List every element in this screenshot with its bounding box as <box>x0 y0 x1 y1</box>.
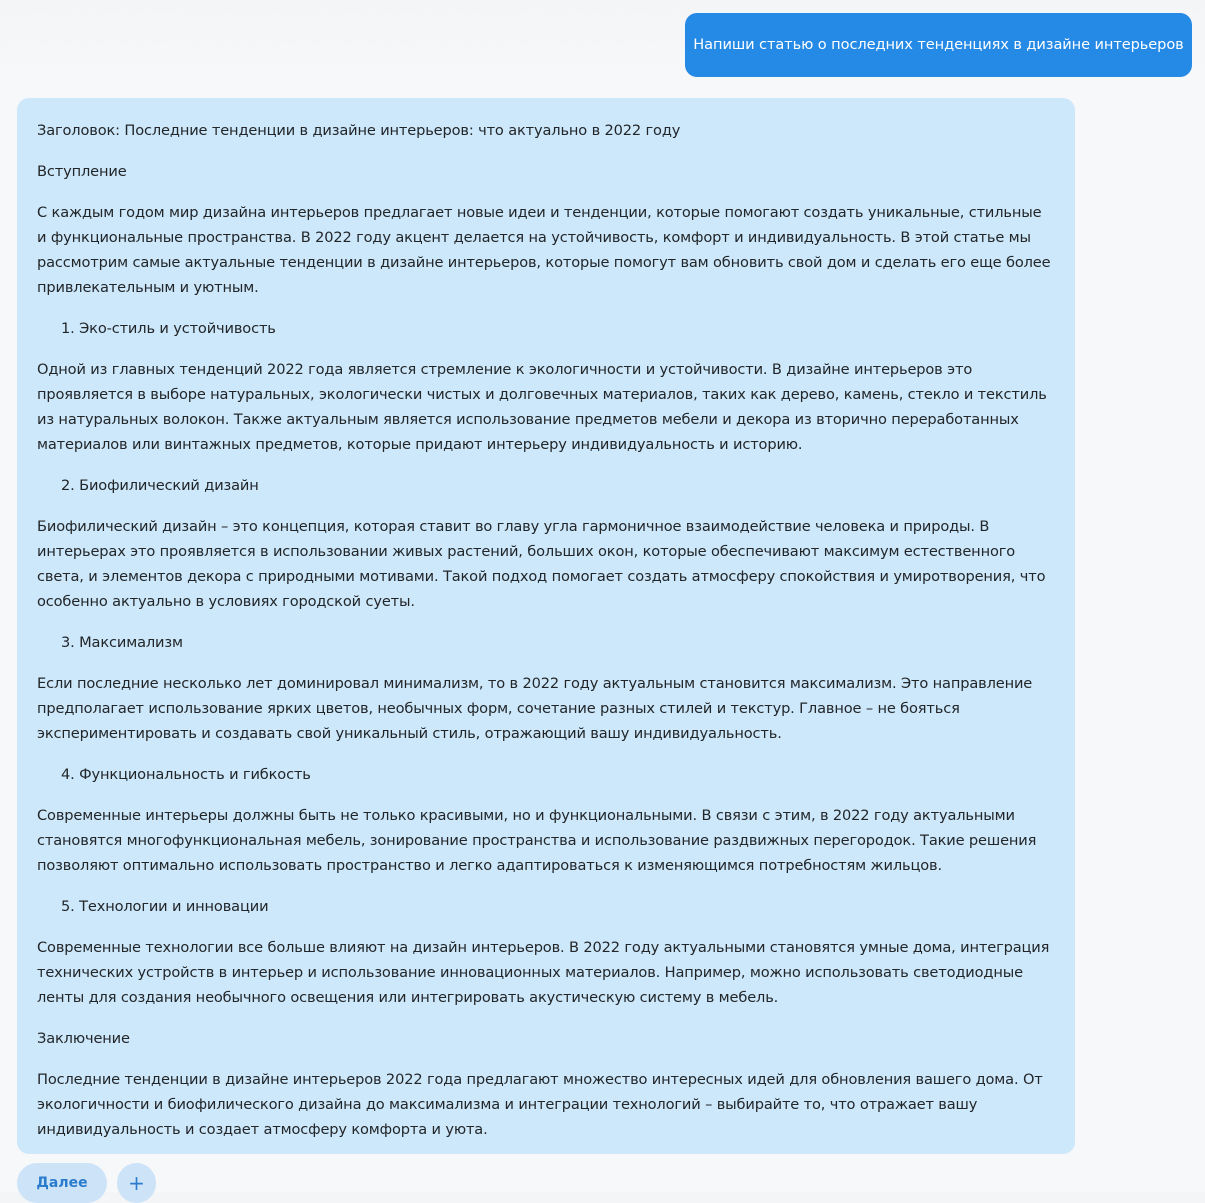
next-button-label: Далее <box>36 1175 88 1191</box>
section-heading: 5. Технологии и инновации <box>61 898 269 915</box>
conclusion-paragraph: Последние тенденции в дизайне интерьеров 2022 года предлагают множество интересных идей для обновления вашего дома. От экологичности и биофилического дизайна до максимализма и интеграции технологий – выбирайте то, что отражает вашу индивидуальность и создает атмосферу комфорта и уюта. <box>37 1071 1043 1138</box>
section-paragraph: Современные интерьеры должны быть не только красивыми, но и функциональными. В связи с этим, в 2022 году актуальными становятся многофункциональная мебель, зонирование пространства и использование раздвижных перегородок. Такие решения позволяют оптимально использовать пространство и легко адаптироваться к изменяющимся потребностям жильцов. <box>37 807 1037 874</box>
section-paragraph: Если последние несколько лет доминировал минимализм, то в 2022 году актуальным становится максимализм. Это направление предполагает использование ярких цветов, необычных форм, сочетание разных стилей и текстур. Главное – не бояться экспериментировать и создавать свой уникальный стиль, отражающий вашу индивидуальность. <box>37 675 1033 742</box>
add-button[interactable] <box>117 1163 156 1203</box>
section-heading: 4. Функциональность и гибкость <box>61 766 311 783</box>
section-heading: 3. Максимализм <box>61 634 183 651</box>
section-heading: 1. Эко-стиль и устойчивость <box>61 320 276 337</box>
assistant-message-bubble <box>17 98 1075 1154</box>
conclusion-heading: Заключение <box>37 1030 130 1047</box>
user-message-text: Напиши статью о последних тенденциях в дизайне интерьеров <box>693 36 1184 53</box>
user-message-bubble <box>685 13 1192 77</box>
next-button[interactable] <box>17 1163 107 1203</box>
plus-icon: + <box>128 1171 145 1195</box>
intro-paragraph: С каждым годом мир дизайна интерьеров предлагает новые идеи и тенденции, которые помогают создать уникальные, стильные и функциональные пространства. В 2022 году акцент делается на устойчивость, комфорт и индивидуальность. В этой статье мы рассмотрим самые актуальные тенденции в дизайне интерьеров, которые помогут вам обновить свой дом и сделать его еще более привлекательным и уютным. <box>37 204 1051 296</box>
section-heading: 2. Биофилический дизайн <box>61 477 259 494</box>
section-paragraph: Одной из главных тенденций 2022 года является стремление к экологичности и устойчивости. В дизайне интерьеров это проявляется в выборе натуральных, экологически чистых и долговечных материалов, таких как дерево, камень, стекло и текстиль из натуральных волокон. Также актуальным является использование предметов мебели и декора из вторично переработанных материалов или винтажных предметов, которые придают интерьеру индивидуальность и историю. <box>37 361 1047 453</box>
section-paragraph: Биофилический дизайн – это концепция, которая ставит во главу угла гармоничное взаимодействие человека и природы. В интерьерах это проявляется в использовании живых растений, больших окон, которые обеспечивают максимум естественного света, и элементов декора с природными мотивами. Такой подход помогает создать атмосферу спокойствия и умиротворения, что особенно актуально в условиях городской суеты. <box>37 518 1046 610</box>
section-paragraph: Современные технологии все больше влияют на дизайн интерьеров. В 2022 году актуальными становятся умные дома, интеграция технических устройств в интерьер и использование инновационных материалов. Например, можно использовать светодиодные ленты для создания необычного освещения или интегрировать акустическую систему в мебель. <box>37 939 1050 1006</box>
intro-heading: Вступление <box>37 163 127 180</box>
article-title: Заголовок: Последние тенденции в дизайне интерьеров: что актуально в 2022 году <box>37 122 681 139</box>
